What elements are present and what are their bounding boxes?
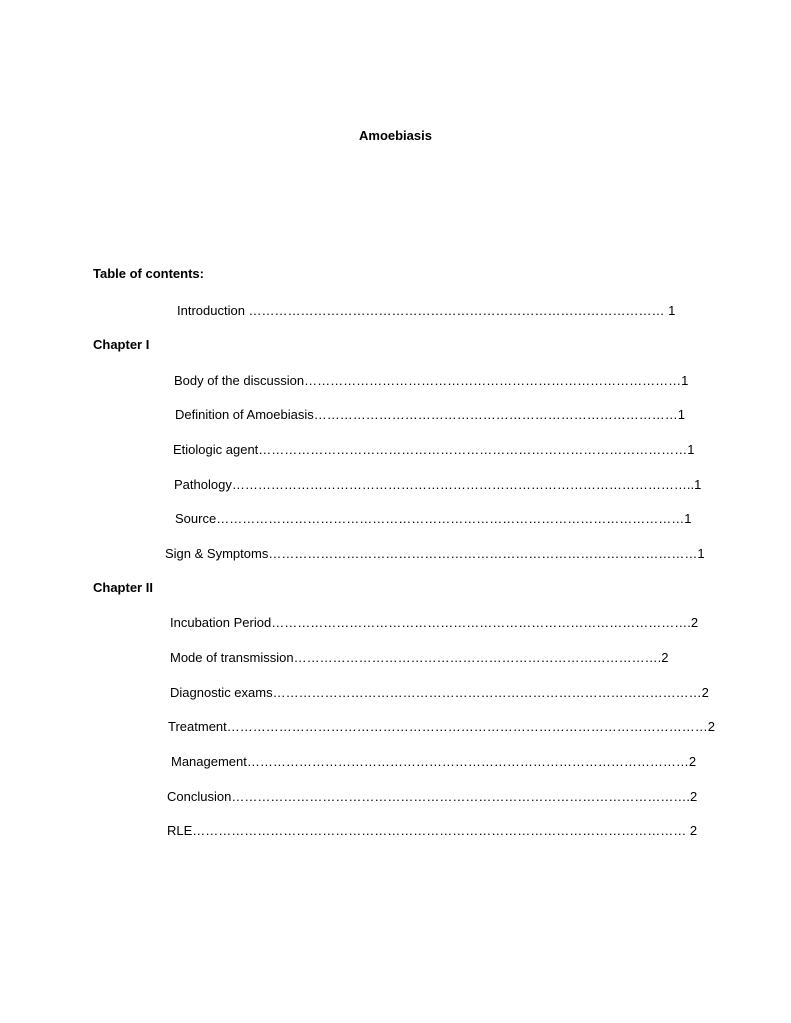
toc-entry-label: Treatment: [168, 719, 227, 734]
toc-entry-rle: [167, 822, 698, 839]
chapter-heading-1: Chapter I: [93, 337, 150, 352]
toc-entry-label: Diagnostic exams: [170, 685, 273, 700]
toc-entry-label: Body of the discussion: [174, 373, 305, 388]
toc-leader-dots: …………………………………………………………………………………………….: [231, 789, 690, 804]
toc-leader-dots: ………………………………………………………………………………………: [258, 442, 688, 457]
toc-leader-dots: ……………………………………………………………………………………: [248, 303, 665, 318]
toc-leader-dots: …………………………………………………………………………………………………: [226, 719, 708, 734]
toc-entry-management: [171, 753, 697, 770]
toc-entry-source: [175, 510, 692, 527]
toc-entry-treatment: [168, 718, 715, 735]
toc-entry-page: 1: [697, 546, 705, 561]
toc-entry-sign-symptoms: [165, 545, 705, 562]
toc-leader-dots: ……………………………………………………………………………………………..: [231, 477, 695, 492]
toc-leader-dots: ……………………………………………………………………………: [304, 373, 682, 388]
toc-leader-dots: …………………………………………………………………………………….: [271, 615, 691, 630]
toc-entry-body-of-discussion: [174, 372, 689, 389]
toc-entry-page: 1: [694, 477, 702, 492]
toc-entry-page: 1: [687, 442, 695, 457]
toc-entry-incubation-period: [170, 614, 699, 631]
toc-entry-page: 2: [688, 754, 697, 769]
toc-entry-page: 1: [677, 407, 685, 422]
toc-entry-page: 1: [664, 303, 676, 318]
toc-entry-label: Sign & Symptoms: [165, 546, 269, 561]
toc-entry-diagnostic-exams: [170, 684, 709, 701]
toc-entry-page: 2: [661, 650, 669, 665]
chapter-heading-2: Chapter II: [93, 580, 153, 595]
toc-entry-label: Definition of Amoebiasis: [175, 407, 314, 422]
toc-entry-page: 2: [690, 615, 699, 630]
toc-entry-page: 2: [707, 719, 715, 734]
toc-leader-dots: ………………………………………………………………………………………: [268, 546, 698, 561]
toc-entry-label: Source: [175, 511, 217, 526]
toc-entry-page: 2: [686, 823, 698, 838]
toc-entry-pathology: [174, 476, 702, 493]
toc-entry-label: Incubation Period: [170, 615, 272, 630]
toc-entry-label: Introduction: [177, 303, 249, 318]
toc-entry-page: 1: [684, 511, 692, 526]
toc-leader-dots: ………………………………………………………………………………………: [272, 685, 702, 700]
toc-entry-definition: [175, 406, 685, 423]
toc-leader-dots: ………………………………………………………………………….: [293, 650, 662, 665]
toc-entry-introduction: [177, 302, 676, 319]
toc-entry-label: Conclusion: [167, 789, 232, 804]
toc-leader-dots: ……………………………………………………………………………………………………: [192, 823, 687, 838]
toc-entry-etiologic-agent: [173, 441, 695, 458]
toc-entry-page: 2: [689, 789, 698, 804]
toc-entry-conclusion: [167, 788, 698, 805]
toc-entry-mode-of-transmission: [170, 649, 669, 666]
toc-leader-dots: ………………………………………………………………………………………………: [216, 511, 685, 526]
toc-entry-label: Management: [171, 754, 247, 769]
toc-leader-dots: …………………………………………………………………………………………: [246, 754, 689, 769]
toc-heading: Table of contents:: [93, 266, 204, 281]
document-title: Amoebiasis: [359, 128, 432, 143]
toc-entry-label: RLE: [167, 823, 193, 838]
toc-entry-label: Mode of transmission: [170, 650, 294, 665]
toc-entry-label: Etiologic agent: [173, 442, 259, 457]
toc-entry-page: 1: [681, 373, 689, 388]
toc-entry-label: Pathology: [174, 477, 232, 492]
toc-entry-page: 2: [701, 685, 709, 700]
toc-leader-dots: …………………………………………………………………………: [313, 407, 678, 422]
